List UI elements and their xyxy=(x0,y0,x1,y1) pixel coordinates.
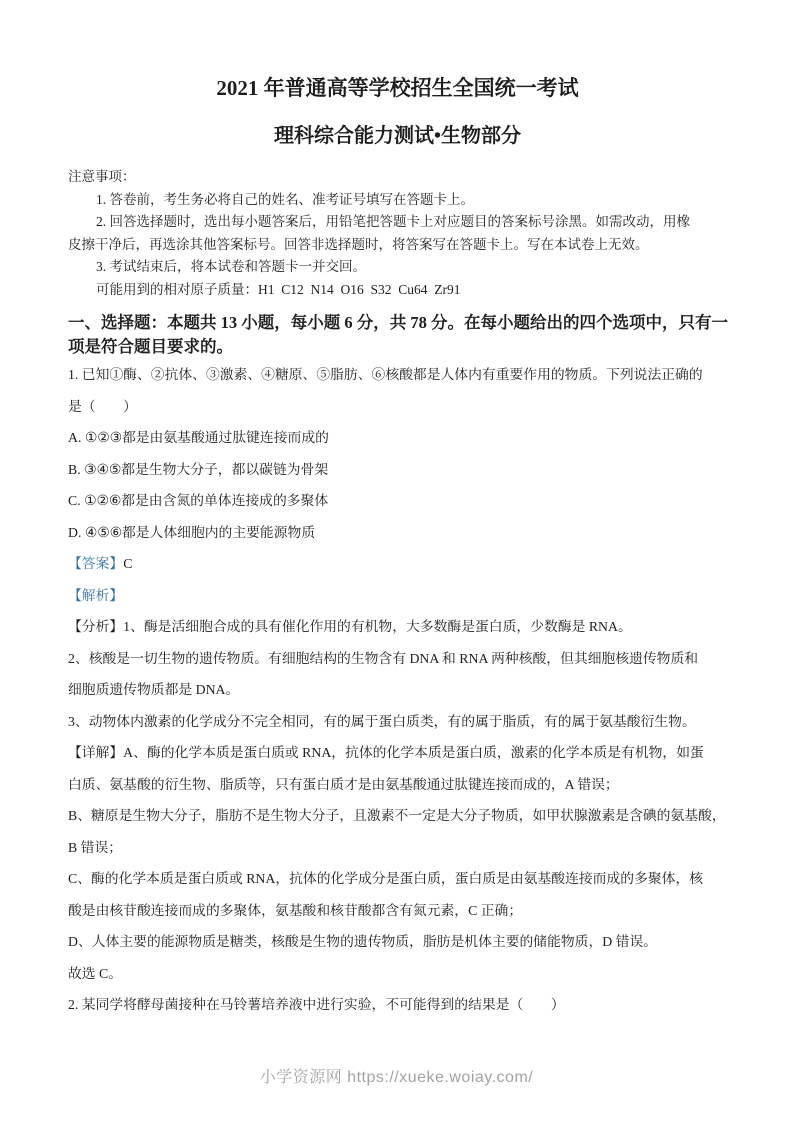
option-c: C. ①②⑥都是由含氮的单体连接成的多聚体 xyxy=(68,493,329,508)
section-heading-line2: 项是符合题目要求的。 xyxy=(68,337,233,356)
section-heading-line1: 一、选择题：本题共 13 小题，每小题 6 分，共 78 分。在每小题给出的四个选项中，只有一 xyxy=(68,313,728,332)
answer-line xyxy=(68,548,727,580)
question-1-stem-line1: 1. 已知①酶、②抗体、③激素、④糖原、⑤脂肪、⑥核酸都是人体内有重要作用的物质。下列说法正确的 xyxy=(68,367,703,382)
question-1-block xyxy=(68,359,727,1021)
notice-item-3: 3. 考试结束后，将本试卷和答题卡一并交回。 xyxy=(96,259,366,274)
analysis-line-4: 3、动物体内激素的化学成分不完全相同，有的属于蛋白质类，有的属于脂质，有的属于氨基酸衍生物。 xyxy=(68,713,696,729)
option-a: A. ①②③都是由氨基酸通过肽键连接而成的 xyxy=(68,430,329,445)
detail-line-6: 酸是由核苷酸连接而成的多聚体，氨基酸和核苷酸都含有氮元素，C 正确； xyxy=(68,902,523,918)
exam-title-line1: 2021 年普通高等学校招生全国统一考试 xyxy=(216,76,579,100)
notice-heading: 注意事项： xyxy=(68,169,136,184)
notice-item-1: 1. 答卷前，考生务必将自己的姓名、准考证号填写在答题卡上。 xyxy=(96,191,474,207)
analysis-line-3: 细胞质遗传物质都是 DNA。 xyxy=(68,682,240,697)
section-heading xyxy=(68,311,727,359)
conclusion-line: 故选 C。 xyxy=(68,965,123,981)
notice-item-2-continued: 皮擦干净后，再选涂其他答案标号。回答非选择题时，将答案写在答题卡上。写在本试卷上无效。 xyxy=(68,236,649,252)
detail-line-3: B、糖原是生物大分子，脂肪不是生物大分子，且激素不一定是大分子物质，如甲状腺激素是含碘的氨基酸， xyxy=(68,808,726,823)
analysis-line-2: 2、核酸是一切生物的遗传物质。有细胞结构的生物含有 DNA 和 RNA 两种核酸，但其细胞核遗传物质和 xyxy=(68,650,699,666)
detail-line-4: B 错误； xyxy=(68,839,123,855)
analysis-line-1: 【分析】1、酶是活细胞合成的具有催化作用的有机物，大多数酶是蛋白质，少数酶是 RNA。 xyxy=(68,619,632,634)
exam-title-line2: 理科综合能力测试•生物部分 xyxy=(273,125,521,147)
detail-line-7: D、人体主要的能源物质是糖类，核酸是生物的遗传物质，脂肪是机体主要的储能物质，D 错误。 xyxy=(68,934,658,949)
notice-block xyxy=(68,166,727,301)
answer-label: 【答案】 xyxy=(68,556,124,571)
atomic-mass-line: 可能用到的相对原子质量：H1 C12 N14 O16 S32 Cu64 Zr91 xyxy=(96,281,461,297)
footer-watermark: 小学资源网 https://xueke.woiay.com/ xyxy=(259,1069,534,1086)
option-b: B. ③④⑤都是生物大分子，都以碳链为骨架 xyxy=(68,461,329,477)
detail-line-1: 【详解】A、酶的化学本质是蛋白质或 RNA，抗体的化学本质是蛋白质，激素的化学本质是有机物，如蛋 xyxy=(68,745,704,760)
analysis-label: 【解析】 xyxy=(68,587,124,603)
notice-item-2: 2. 回答选择题时，选出每小题答案后，用铅笔把答题卡上对应题目的答案标号涂黑。如需改动，用橡 xyxy=(96,214,690,229)
answer-value: C xyxy=(123,556,133,571)
detail-line-5: C、酶的化学本质是蛋白质或 RNA，抗体的化学成分是蛋白质，蛋白质是由氨基酸连接而成的多聚体，核 xyxy=(68,871,704,886)
question-1-stem-line2: 是（ ） xyxy=(68,398,137,414)
option-d: D. ④⑤⑥都是人体细胞内的主要能源物质 xyxy=(68,524,316,540)
question-2-stem: 2. 某同学将酵母菌接种在马铃薯培养液中进行实验，不可能得到的结果是（ ） xyxy=(68,997,565,1012)
detail-line-2: 白质、氨基酸的衍生物、脂质等，只有蛋白质才是由氨基酸通过肽键连接而成的，A 错误； xyxy=(68,776,619,792)
